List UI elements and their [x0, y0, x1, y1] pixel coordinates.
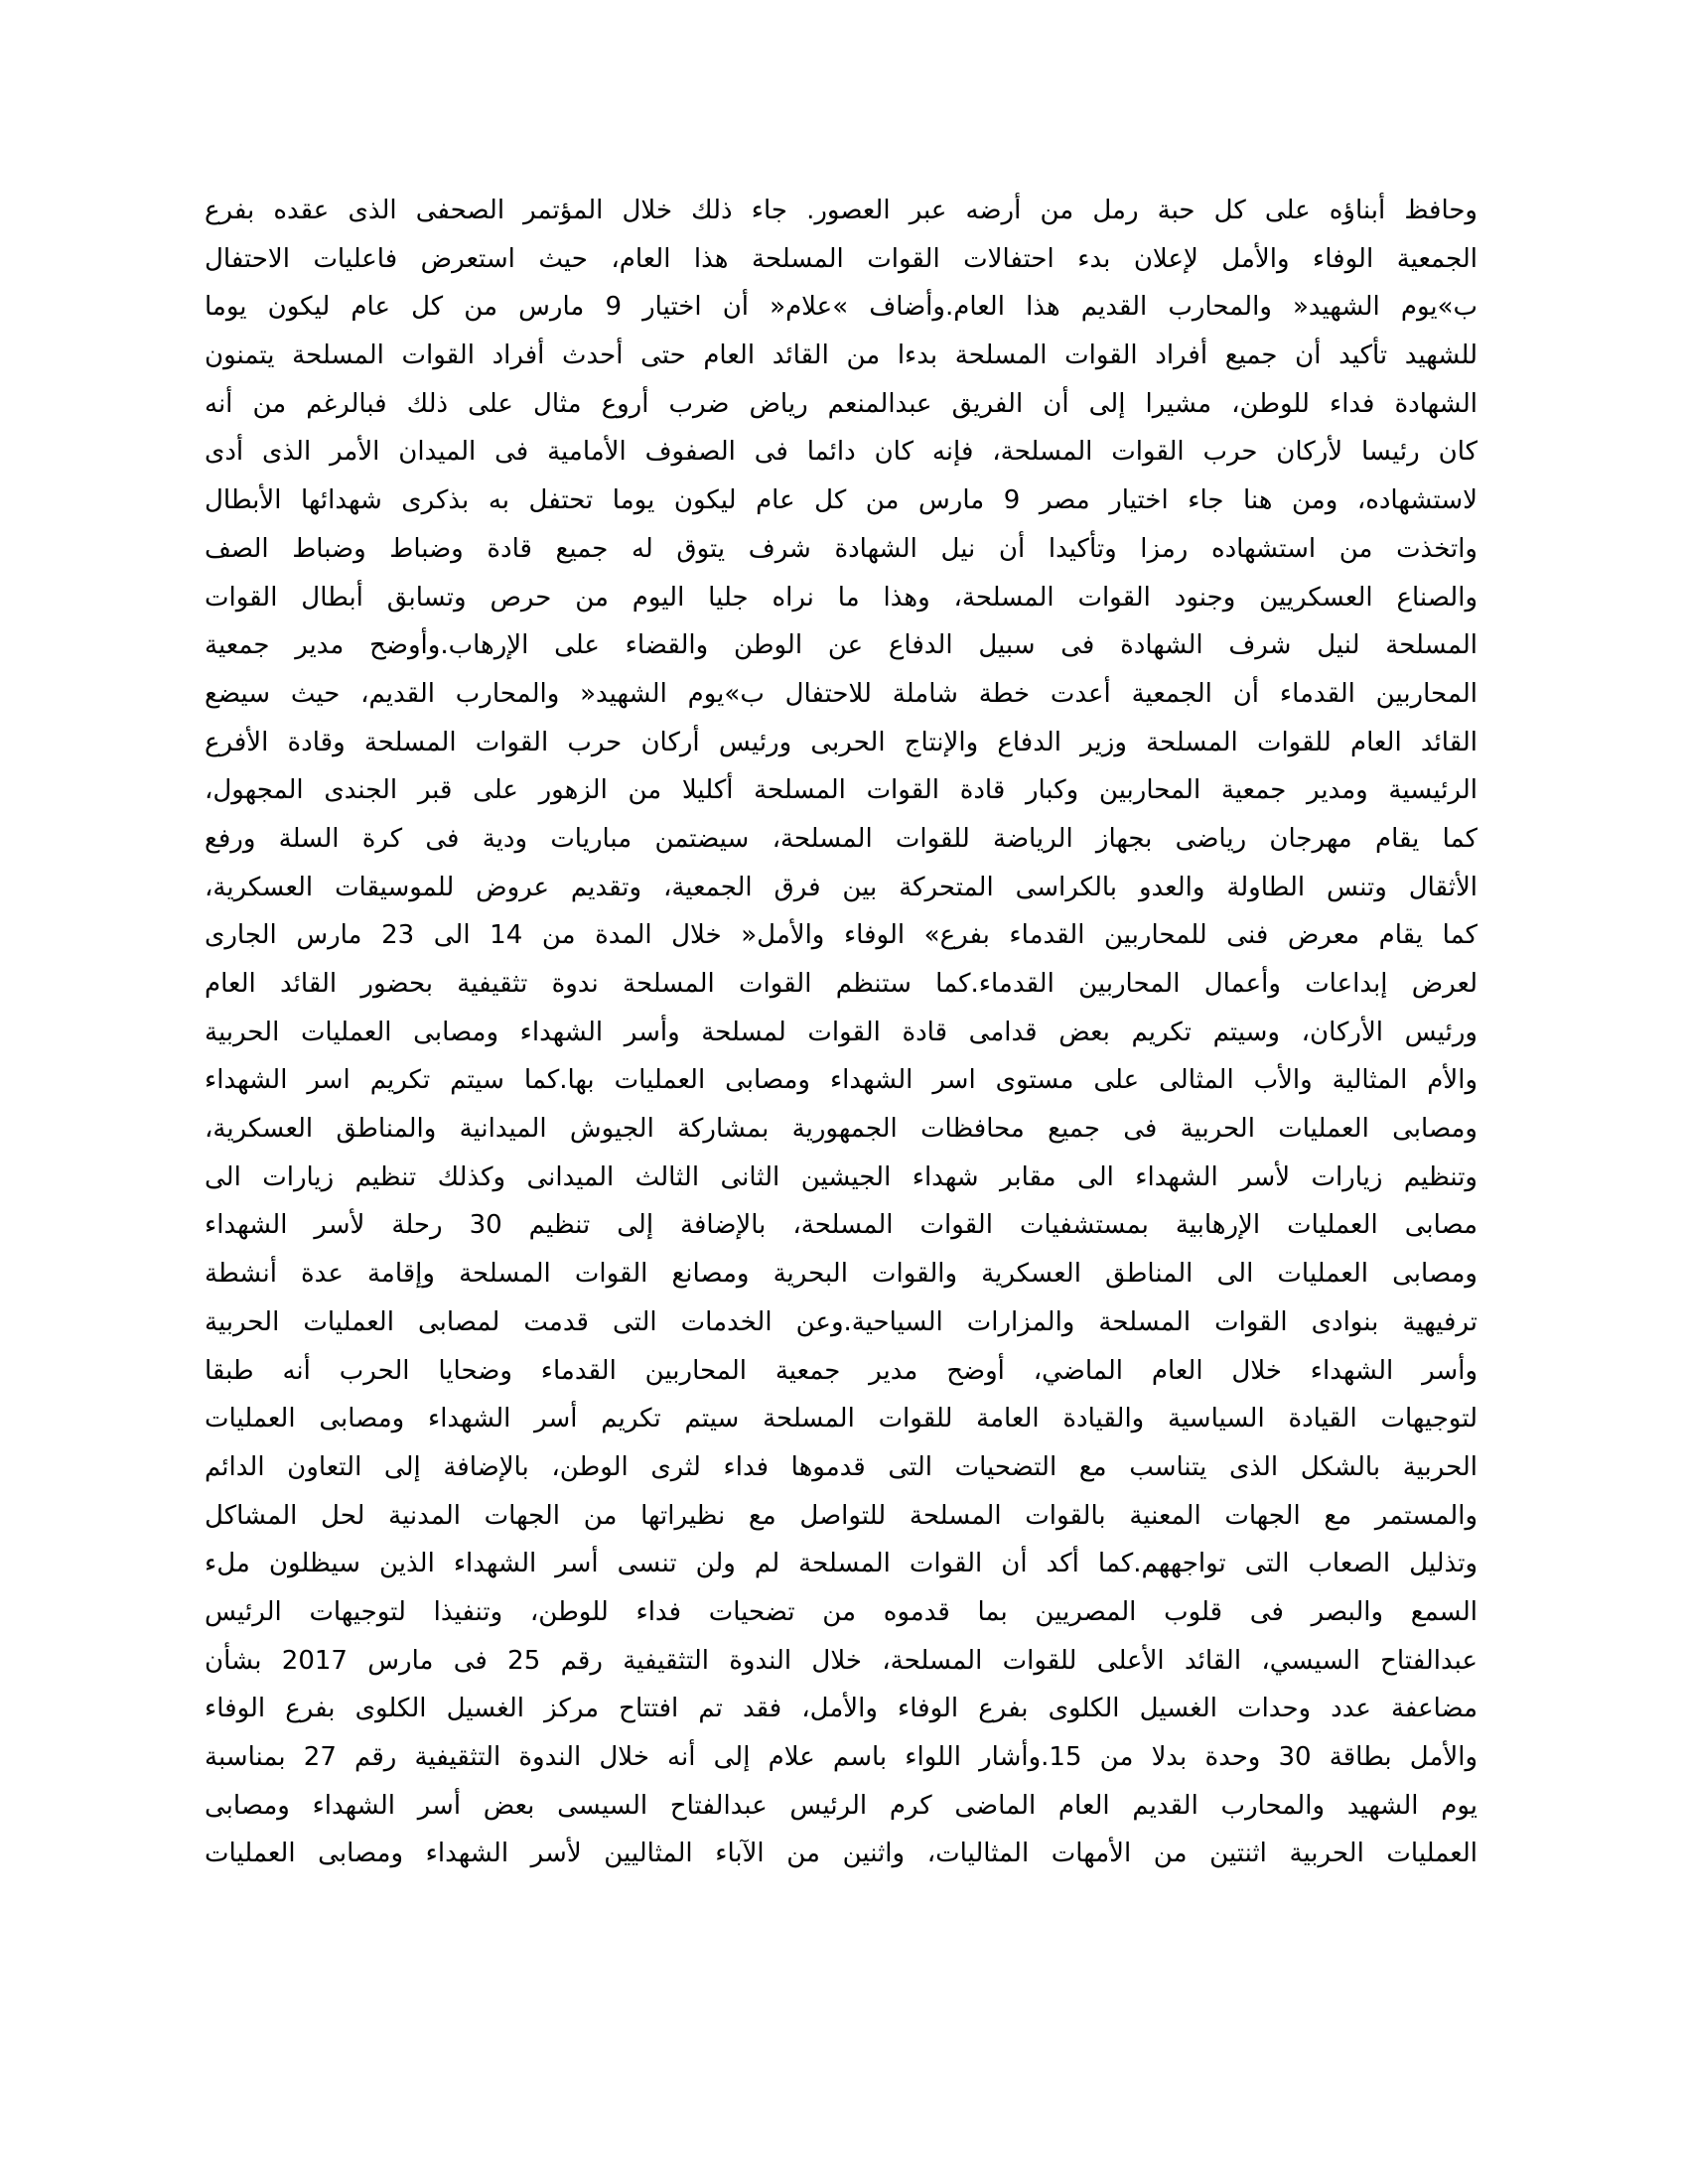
text-line: واتخذت من استشهاده رمزا وتأكيدا أن نيل الشهادة شرف يتوق له جميع قادة وضباط وضباط الصف: [205, 533, 1477, 564]
text-line: الشهادة فداء للوطن، مشيرا إلى أن الفريق عبدالمنعم رياض ضرب أروع مثال على ذلك فبالرغم من أنه: [205, 388, 1477, 419]
text-line: المحاربين القدماء أن الجمعية أعدت خطة شاملة للاحتفال ب»يوم الشهيد« والمحارب القديم، حيث سيضع: [205, 678, 1477, 709]
text-line: الحربية بالشكل الذى يتناسب مع التضحيات التى قدموها فداء لثرى الوطن، بالإضافة إلى التعاون الدائم: [205, 1451, 1477, 1482]
text-line: ورئيس الأركان، وسيتم تكريم بعض قدامى قادة القوات لمسلحة وأسر الشهداء ومصابى العمليات الحربية: [205, 1017, 1477, 1047]
text-line: والأم المثالية والأب المثالى على مستوى اسر الشهداء ومصابى العمليات بها.كما سيتم تكريم اسر الشهداء: [205, 1065, 1477, 1096]
text-line: ومصابى العمليات الى المناطق العسكرية والقوات البحرية ومصانع القوات المسلحة وإقامة عدة أنشطة: [205, 1259, 1477, 1290]
text-line: والمستمر مع الجهات المعنية بالقوات المسلحة للتواصل مع نظيراتها من الجهات المدنية لحل المشاكل: [205, 1500, 1477, 1531]
text-line: كما يقام معرض فنى للمحاربين القدماء بفرع» الوفاء والأمل« خلال المدة من 14 الى 23 مارس الجارى: [205, 920, 1477, 951]
text-line: لتوجيهات القيادة السياسية والقيادة العامة للقوات المسلحة سيتم تكريم أسر الشهداء ومصابى العمليات: [205, 1404, 1477, 1434]
text-line: كان رئيسا لأركان حرب القوات المسلحة، فإنه كان دائما فى الصفوف الأمامية فى الميدان الأمر الذى أدى: [205, 437, 1477, 468]
text-line: وتذليل الصعاب التى تواجههم.كما أكد أن القوات المسلحة لم ولن تنسى أسر الشهداء الذين سيظلون ملء: [205, 1549, 1477, 1579]
text-line: مضاعفة عدد وحدات الغسيل الكلوى بفرع الوفاء والأمل، فقد تم افتتاح مركز الغسيل الكلوى بفرع الوفاء: [205, 1694, 1477, 1724]
text-line: العمليات الحربية اثنتين من الأمهات المثاليات، واثنين من الآباء المثاليين لأسر الشهداء ومصابى العمليات: [205, 1839, 1477, 1869]
text-line: لعرض إبداعات وأعمال المحاربين القدماء.كما ستنظم القوات المسلحة ندوة تثقيفية بحضور القائد العام: [205, 969, 1477, 999]
text-line: وتنظيم زيارات لأسر الشهداء الى مقابر شهداء الجيشين الثانى الثالث الميدانى وكذلك تنظيم زيارات الى: [205, 1161, 1477, 1192]
text-line: الجمعية الوفاء والأمل لإعلان بدء احتفالات القوات المسلحة هذا العام، حيث استعرض فاعليات الاحتفال: [205, 243, 1477, 274]
text-line: ومصابى العمليات الحربية فى جميع محافظات الجمهورية بمشاركة الجيوش الميدانية والمناطق العسكرية،: [205, 1114, 1477, 1145]
text-line: الرئيسية ومدير جمعية المحاربين وكبار قادة القوات المسلحة أكليلا من الزهور على قبر الجندى المجهول،: [205, 775, 1477, 806]
text-line: والأمل بطاقة 30 وحدة بدلا من 15.وأشار اللواء باسم علام إلى أنه خلال الندوة التثقيفية رقم 27 بمناسبة: [205, 1742, 1477, 1772]
text-line: وأسر الشهداء خلال العام الماضي، أوضح مدير جمعية المحاربين القدماء وضحايا الحرب أنه طبقا: [205, 1355, 1477, 1386]
text-line: عبدالفتاح السيسي، القائد الأعلى للقوات المسلحة، خلال الندوة التثقيفية رقم 25 فى مارس 2017 بشأن: [205, 1645, 1477, 1676]
text-line: ترفيهية بنوادى القوات المسلحة والمزارات السياحية.وعن الخدمات التى قدمت لمصابى العمليات الحربية: [205, 1306, 1477, 1337]
article-body: [205, 187, 1477, 1878]
text-line: للشهيد تأكيد أن جميع أفراد القوات المسلحة بدءا من القائد العام حتى أحدث أفراد القوات المسلحة يتمنون: [205, 341, 1477, 371]
text-line: يوم الشهيد والمحارب القديم العام الماضى كرم الرئيس عبدالفتاح السيسى بعض أسر الشهداء ومصابى: [205, 1790, 1477, 1821]
text-line: كما يقام مهرجان رياضى بجهاز الرياضة للقوات المسلحة، سيضتمن مباريات ودية فى كرة السلة ورفع: [205, 823, 1477, 854]
text-line: القائد العام للقوات المسلحة وزير الدفاع والإنتاج الحربى ورئيس أركان حرب القوات المسلحة وقادة الأفرع: [205, 727, 1477, 757]
text-line: السمع والبصر فى قلوب المصريين بما قدموه من تضحيات فداء للوطن، وتنفيذا لتوجيهات الرئيس: [205, 1596, 1477, 1627]
text-line: المسلحة لنيل شرف الشهادة فى سبيل الدفاع عن الوطن والقضاء على الإرهاب.وأوضح مدير جمعية: [205, 630, 1477, 661]
text-line: وحافظ أبناؤه على كل حبة رمل من أرضه عبر العصور. جاء ذلك خلال المؤتمر الصحفى الذى عقده بفرع: [205, 196, 1477, 225]
text-line: والصناع العسكريين وجنود القوات المسلحة، وهذا ما نراه جليا اليوم من حرص وتسابق أبطال القوات: [205, 582, 1477, 613]
text-line: مصابى العمليات الإرهابية بمستشفيات القوات المسلحة، بالإضافة إلى تنظيم 30 رحلة لأسر الشهداء: [205, 1210, 1477, 1241]
text-line: ب»يوم الشهيد« والمحارب القديم هذا العام.وأضاف »علام« أن اختيار 9 مارس من كل عام ليكون يوما: [205, 292, 1477, 323]
text-line: لاستشهاده، ومن هنا جاء اختيار مصر 9 مارس من كل عام ليكون يوما تحتفل به بذكرى شهدائها الأبطال: [205, 485, 1477, 516]
text-line: الأثقال وتنس الطاولة والعدو بالكراسى المتحركة بين فرق الجمعية، وتقديم عروض للموسيقات العسكرية،: [205, 872, 1477, 902]
